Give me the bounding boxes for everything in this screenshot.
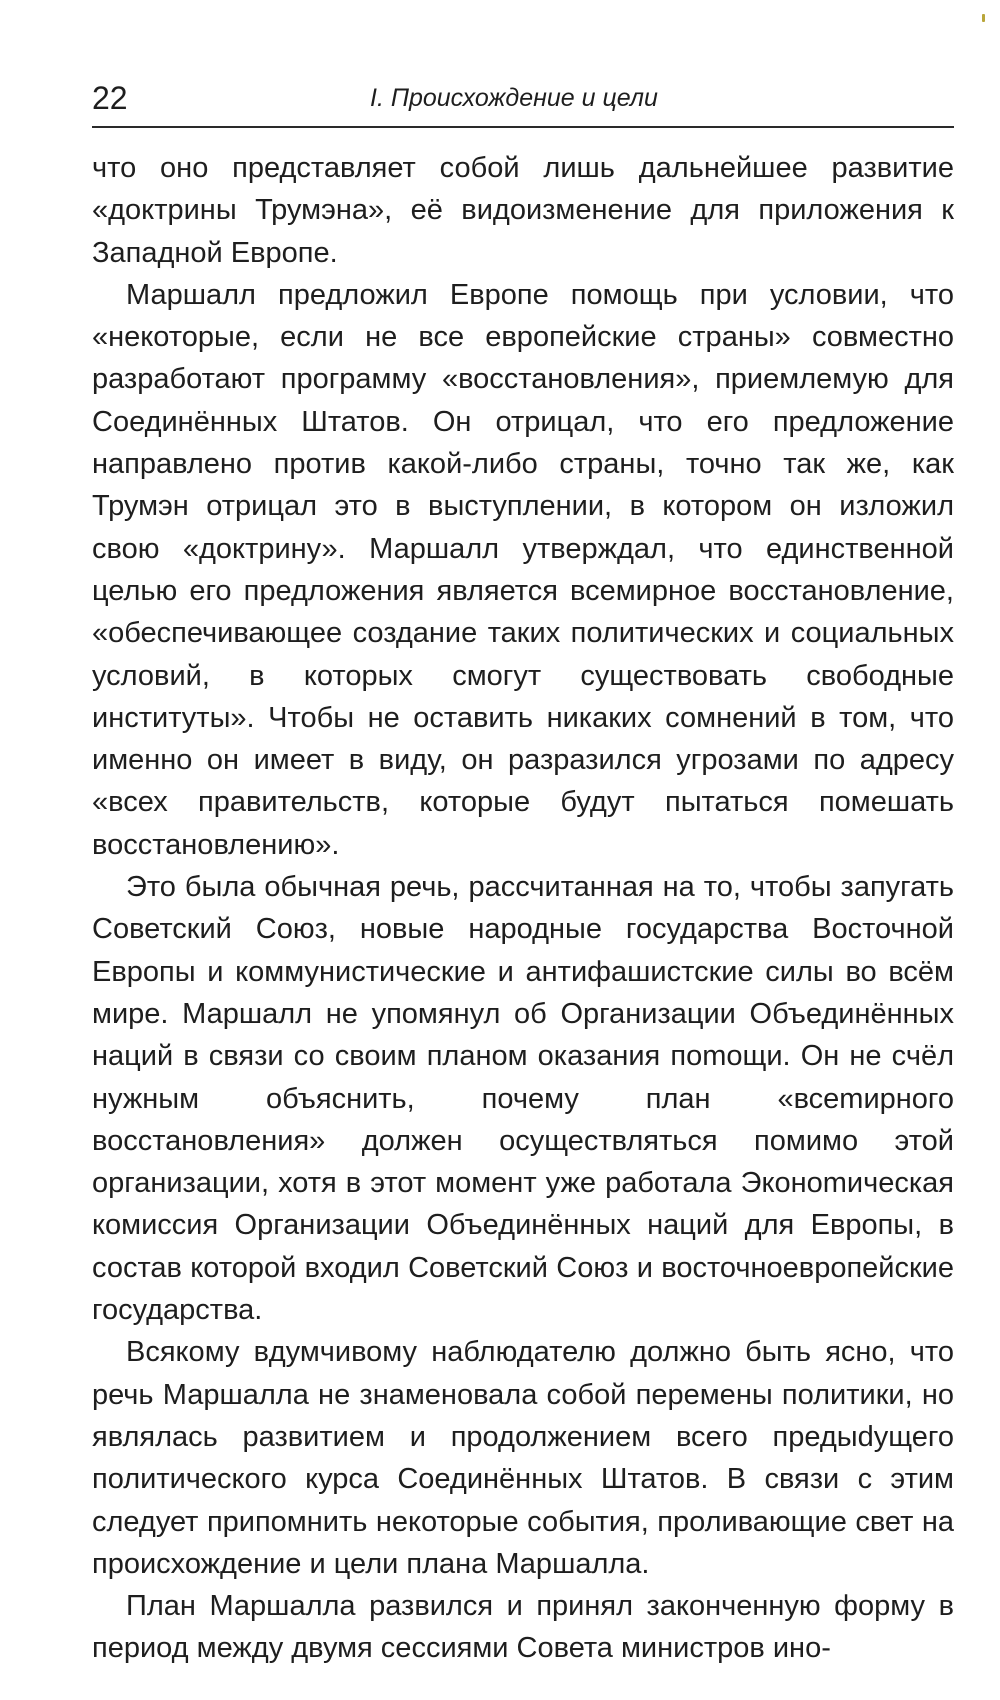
page-number: 22 — [92, 80, 128, 116]
paragraph: Это была обычная речь, рассчитанная на то, чтобы запугать Советский Союз, новые народные государства Восточной Европы и коммунистические и антифашистские силы во всём мире. Маршалл не упомянул об Организации Объединённых наций в связи со своим планом оказания поmощи. Он не счёл нужным объяснить, почему план «всеmирного восстановления» должен осуществляться помимо этой организации, хотя в этот момент уже работала Эконоmическая комиссия Организации Объединённых наций для Европы, в состав которой входил Советский Союз и восточноевропейские государства. — [92, 871, 954, 1327]
scan-mark — [982, 14, 985, 22]
paragraph: План Маршалла развился и принял законченную форму в период между двумя сессиями Совета министров ино- — [92, 1590, 954, 1665]
paragraph-continuation: что оно представляет собой лишь дальнейшее развитие «доктрины Трумэна», её видоизменение для приложения к Западной Европе. — [92, 152, 954, 269]
paragraph: Маршалл предложил Европе помощь при условии, что «некоторые, если не все европейские страны» совместно разработают программу «восстановления», приемлемую для Соединённых Штатов. Он отрицал, что его предложение направлено против какой-либо страны, точно так же, как Трумэн отрицал это в выступлении, в котором он изложил свою «доктрину». Маршалл утверждал, что единственной целью его предложения является всемирное восстановление, «обеспечивающее создание таких политических и социальных условий, в которых смогут существовать свободные институты». Чтобы не оставить никаких сомнений в том, что именно он имеет в виду, он разразился угрозами по адресу «всех правительств, которые будут пытаться помешать восстановлению». — [92, 278, 954, 861]
running-head: I. Происхождение и цели — [370, 84, 658, 112]
paragraph: Всякому вдумчивому наблюдателю должно быть ясно, что речь Маршалла не знаменовала собой перемены политики, но являлась развитием и продолжением всего предыdущего политического курса Соединённых Штатов. В связи с этим следует припомнить некоторые события, проливающие свет на происхождение и цели плана Маршалла. — [92, 1336, 954, 1580]
body-text — [92, 147, 954, 1670]
page-header — [92, 78, 954, 128]
